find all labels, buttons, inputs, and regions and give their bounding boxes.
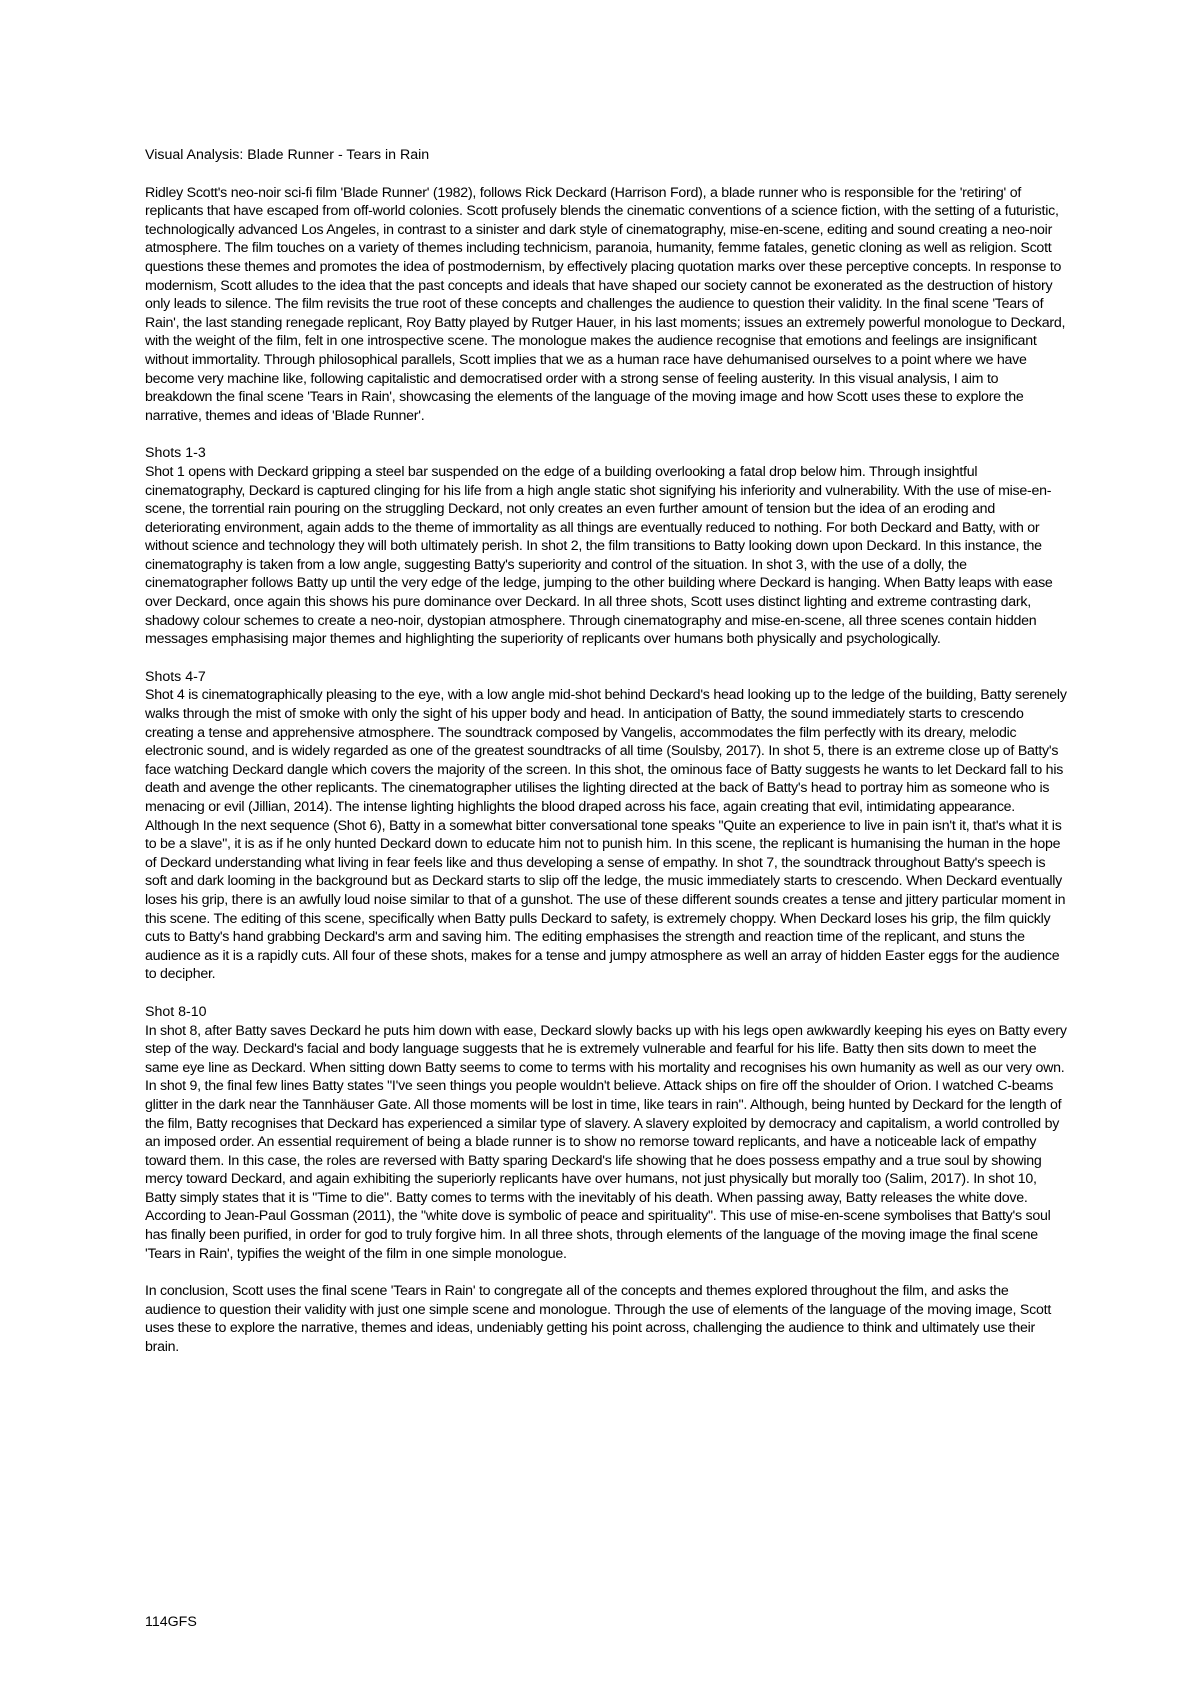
document-body: [145, 146, 1067, 1376]
section-heading: Shots 4-7: [145, 668, 206, 685]
intro-section: [145, 184, 1067, 426]
section-paragraph: Shot 4 is cinematographically pleasing to the eye, with a low angle mid-shot behind Deckard's head looking up to the ledge of the building, Batty serenely walks through the mist of smoke with only the sight of his upper body and head. In anticipation of Batty, the sound immediately starts to crescendo creating a tense and apprehensive atmosphere. The soundtrack composed by Vangelis, accommodates the film perfectly with its dreary, melodic electronic sound, and is widely regarded as one of the greatest soundtracks of all time (Soulsby, 2017). In shot 5, there is an extreme close up of Batty's face watching Deckard dangle which covers the majority of the screen. In this shot, the ominous face of Batty suggests he wants to let Deckard fall to his death and avenge the other replicants. The cinematographer utilises the lighting directed at the back of Batty's head to portray him as someone who is menacing or evil (Jillian, 2014). The intense lighting highlights the blood draped across his face, again creating that evil, intimidating appearance. Although In the next sequence (Shot 6), Batty in a somewhat bitter conversational tone speaks "Quite an experience to live in pain isn't it, that's what it is to be a slave", it is as if he only hunted Deckard down to educate him not to punish him. In this scene, the replicant is humanising the human in the hope of Deckard understanding what living in fear feels like and thus developing a sense of empathy. In shot 7, the soundtrack throughout Batty's speech is soft and dark looming in the background but as Deckard starts to slip off the ledge, the music immediately starts to crescendo. When Deckard eventually loses his grip, there is an awfully loud noise similar to that of a gunshot. The use of these different sounds creates a tense and jittery particular moment in this scene. The editing of this scene, specifically when Batty pulls Deckard to safety, is extremely choppy. When Deckard loses his grip, the film quickly cuts to Batty's hand grabbing Deckard's arm and saving him. The editing emphasises the strength and reaction time of the replicant, and stuns the audience as it is a rapidly cuts. All four of these shots, makes for a tense and jumpy atmosphere as well an array of hidden Easter eggs for the audience to decipher.: [145, 687, 1067, 983]
section-shots-8-10: [145, 1003, 1067, 1263]
section-shots-4-7: [145, 668, 1067, 984]
section-heading: Shot 8-10: [145, 1003, 207, 1020]
section-heading: Shots 1-3: [145, 445, 206, 462]
footer-code: 114GFS: [145, 1614, 197, 1630]
intro-paragraph: Ridley Scott's neo-noir sci-fi film 'Blade Runner' (1982), follows Rick Deckard (Harrison Ford), a blade runner who is responsible for the 'retiring' of replicants that have escaped from off-world colonies. Scott profusely blends the cinematic conventions of a science fiction, with the setting of a futuristic, technologically advanced Los Angeles, in contrast to a sinister and dark style of cinematography, mise-en-scene, editing and sound creating a neo-noir atmosphere. The film touches on a variety of themes including technicism, paranoia, humanity, femme fatales, genetic cloning as well as religion. Scott questions these themes and promotes the idea of postmodernism, by effectively placing quotation marks over these perceptive concepts. In response to modernism, Scott alludes to the idea that the past concepts and ideals that have shaped our society cannot be exonerated as the destruction of history only leads to silence. The film revisits the true root of these concepts and challenges the audience to question their validity. In the final scene 'Tears of Rain', the last standing renegade replicant, Roy Batty played by Rutger Hauer, in his last moments; issues an extremely powerful monologue to Deckard, with the weight of the film, felt in one introspective scene. The monologue makes the audience recognise that emotions and feelings are insignificant without immortality. Through philosophical parallels, Scott implies that we as a human race have dehumanised ourselves to a point where we have become very machine like, following capitalistic and democratised order with a strong sense of feeling austerity. In this visual analysis, I aim to breakdown the final scene 'Tears in Rain', showcasing the elements of the language of the moving image and how Scott uses these to explore the narrative, themes and ideas of 'Blade Runner'.: [145, 184, 1066, 424]
conclusion-section: [145, 1282, 1067, 1356]
section-paragraph: In shot 8, after Batty saves Deckard he puts him down with ease, Deckard slowly backs up with his legs open awkwardly keeping his eyes on Batty every step of the way. Deckard's facial and body language suggests that he is extremely vulnerable and fearful for his life. Batty then sits down to meet the same eye line as Deckard. When sitting down Batty seems to come to terms with his mortality and recognises his own humanity as well as our very own. In shot 9, the final few lines Batty states "I've seen things you people wouldn't believe. Attack ships on fire off the shoulder of Orion. I watched C-beams glitter in the dark near the Tannhäuser Gate. All those moments will be lost in time, like tears in rain". Although, being hunted by Deckard for the length of the film, Batty recognises that Deckard has experienced a similar type of slavery. A slavery exploited by democracy and capitalism, a world controlled by an imposed order. An essential requirement of being a blade runner is to show no remorse toward replicants, and have a noticeable lack of empathy toward them. In this case, the roles are reversed with Batty sparing Deckard's life showing that he does possess empathy and a true soul by showing mercy toward Deckard, and again exhibiting the superiorly replicants have over humans, not just physically but morally too (Salim, 2017). In shot 10, Batty simply states that it is "Time to die". Batty comes to terms with the inevitably of his death. When passing away, Batty releases the white dove. According to Jean-Paul Gossman (2011), the "white dove is symbolic of peace and spirituality". This use of mise-en-scene symbolises that Batty's soul has finally been purified, in order for god to truly forgive him. In all three shots, through elements of the language of the moving image the final scene 'Tears in Rain', typifies the weight of the film in one simple monologue.: [145, 1022, 1067, 1262]
document-title: Visual Analysis: Blade Runner - Tears in Rain: [145, 147, 430, 163]
section-paragraph: Shot 1 opens with Deckard gripping a steel bar suspended on the edge of a building overlooking a fatal drop below him. Through insightful cinematography, Deckard is captured clinging for his life from a high angle static shot signifying his inferiority and vulnerability. With the use of mise-en-scene, the torrential rain pouring on the struggling Deckard, not only creates an even further amount of tension but the idea of an eroding and deteriorating environment, again adds to the theme of immortality as all things are eventually reduced to nothing. For both Deckard and Batty, with or without science and technology they will both ultimately perish. In shot 2, the film transitions to Batty looking down upon Deckard. In this instance, the cinematography is taken from a low angle, suggesting Batty's superiority and control of the situation. In shot 3, with the use of a dolly, the cinematographer follows Batty up until the very edge of the ledge, jumping to the other building where Deckard is hanging. When Batty leaps with ease over Deckard, once again this shows his pure dominance over Deckard. In all three shots, Scott uses distinct lighting and extreme contrasting dark, shadowy colour schemes to create a neo-noir, dystopian atmosphere. Through cinematography and mise-en-scene, all three scenes contain hidden messages emphasising major themes and highlighting the superiority of replicants over humans both physically and psychologically.: [145, 463, 1053, 648]
section-shots-1-3: [145, 444, 1067, 649]
conclusion-paragraph: In conclusion, Scott uses the final scene 'Tears in Rain' to congregate all of the concepts and themes explored throughout the film, and asks the audience to question their validity with just one simple scene and monologue. Through the use of elements of the language of the moving image, Scott uses these to explore the narrative, themes and ideas, undeniably getting his point across, challenging the audience to think and ultimately use their brain.: [145, 1283, 1052, 1356]
